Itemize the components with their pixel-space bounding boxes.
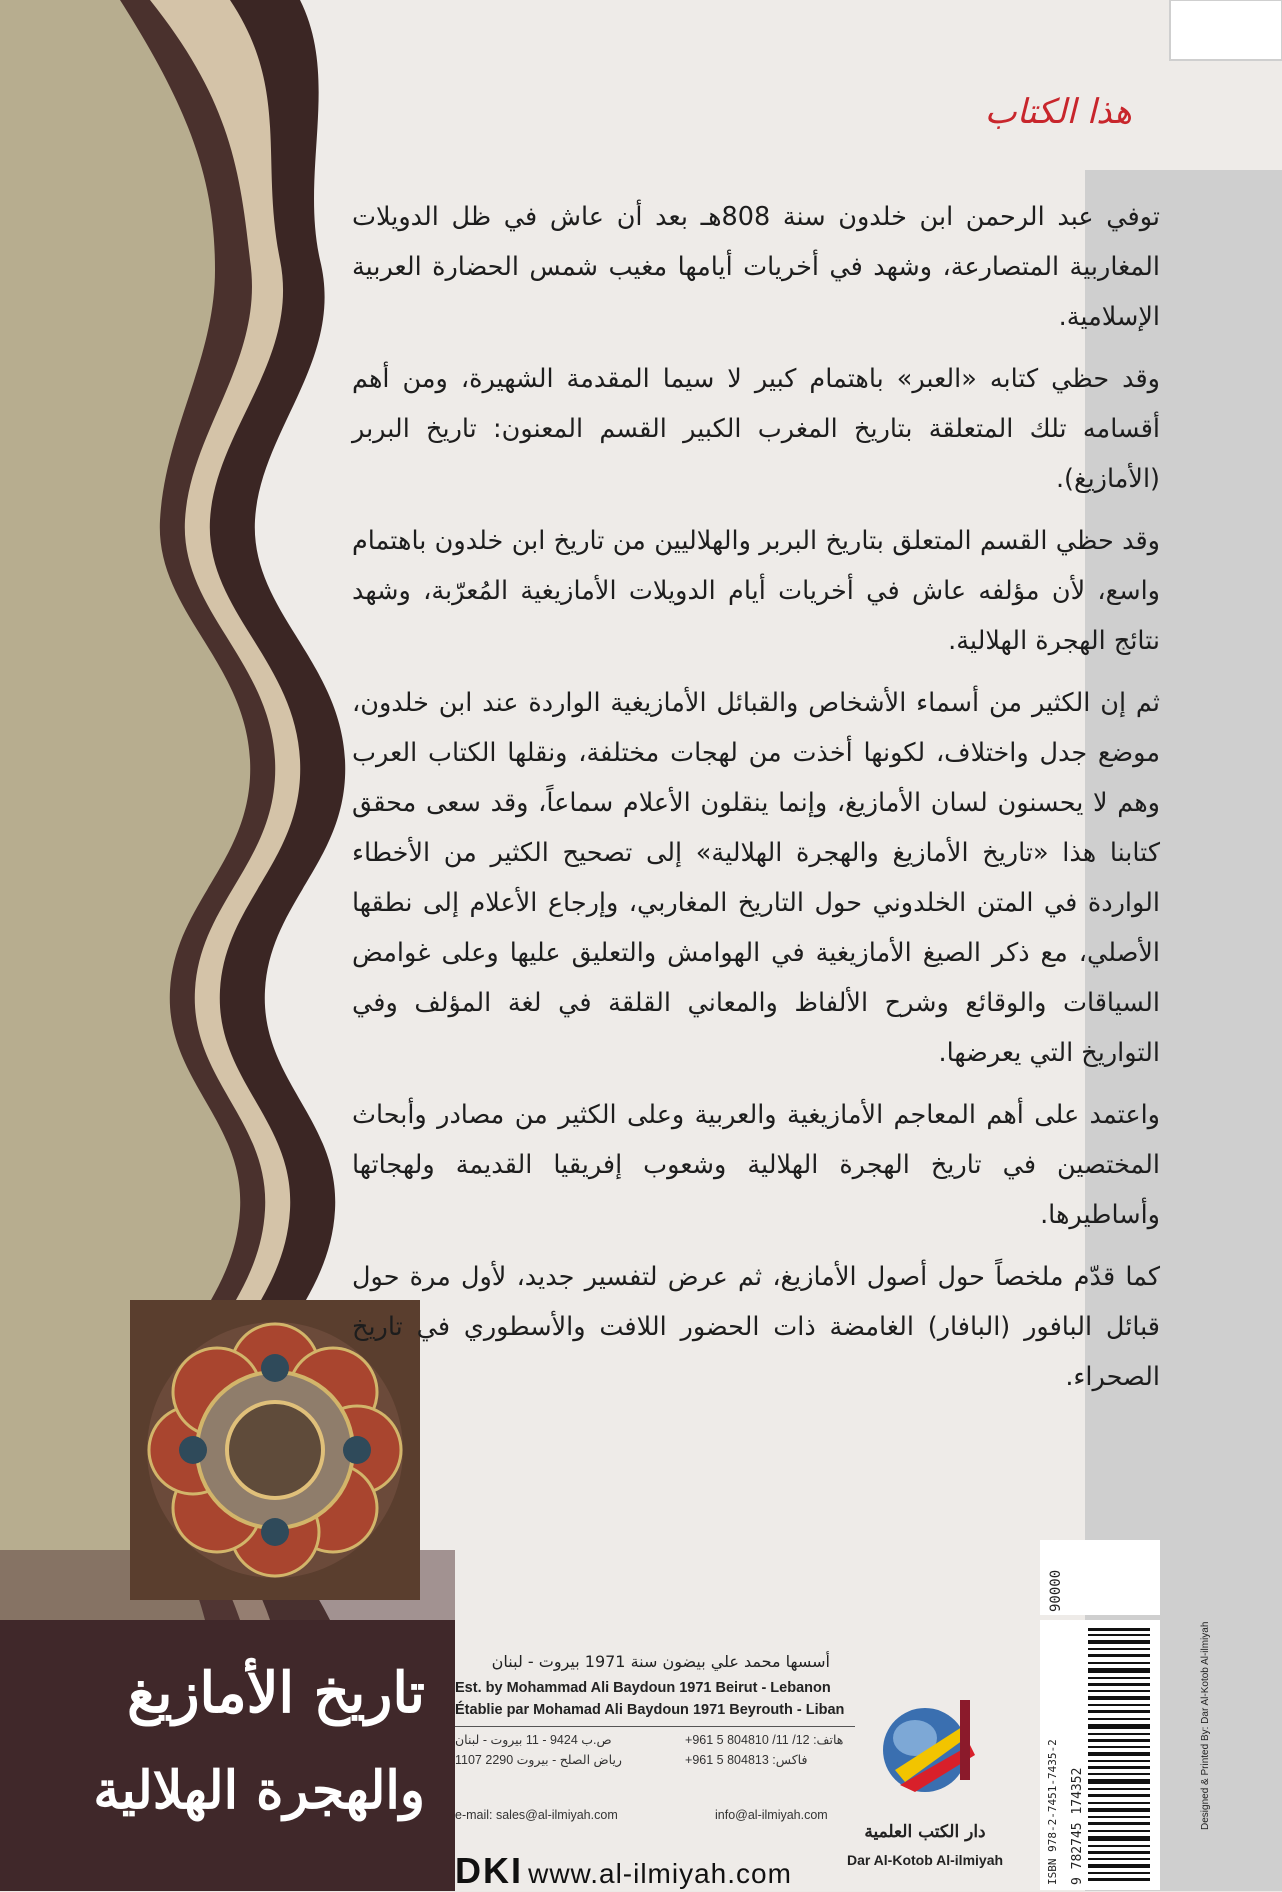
street-address: رياض الصلح - بيروت 2290 1107 bbox=[455, 1753, 622, 1767]
paragraph: توفي عبد الرحمن ابن خلدون سنة 808هـ بعد أن عاش في ظل الدويلات المغاربية المتصارعة، وشهد في أخريات أيامها مغيب شمس الحضارة العربية الإسلامية. bbox=[352, 202, 1160, 332]
designer-credit: Designed & Printed By: Dar Al-Kotob Al-ilmiyah bbox=[1200, 1621, 1211, 1830]
sales-email-link[interactable]: e-mail: sales@al-ilmiyah.com bbox=[455, 1808, 618, 1822]
book-title-block bbox=[0, 1620, 455, 1891]
section-heading: هذا الكتاب bbox=[984, 92, 1132, 132]
publisher-globe-logo bbox=[875, 1690, 985, 1820]
info-email-link[interactable]: info@al-ilmiyah.com bbox=[715, 1808, 828, 1822]
paragraph: وقد حظي القسم المتعلق بتاريخ البربر والهلاليين من تاريخ ابن خلدون باهتمام واسع، لأن مؤلفه عاش في أخريات أيام الدويلات الأمازيغية المُعرّبة، وشهد نتائج الهجرة الهلالية. bbox=[352, 526, 1160, 656]
dki-brand-logo: DKI bbox=[455, 1850, 523, 1891]
barcode-area bbox=[1040, 1620, 1160, 1890]
founded-arabic: أسسها محمد علي بيضون سنة 1971 بيروت - لبنان bbox=[491, 1652, 830, 1671]
phone-number: هاتف: 12/ 11/ 804810 5 961+ bbox=[685, 1733, 844, 1747]
established-french: Établie par Mohamad Ali Baydoun 1971 Beyrouth - Liban bbox=[455, 1702, 845, 1718]
paragraph: ثم إن الكثير من أسماء الأشخاص والقبائل الأمازيغية الواردة عند ابن خلدون، موضع جدل واختلاف، لكونها أخذت من لهجات مختلفة، ونقلها الكتاب العرب وهم لا يحسنون لسان الأمازيغ، وإنما ينقلون الأعلام سماعاً، وقد سعى محقق كتابنا هذا «تاريخ الأمازيغ والهجرة الهلالية» إلى تصحيح الكثير من الأخطاء الواردة في المتن الخلدوني حول التاريخ المغاربي، وإرجاع الأعلام إلى نطقها الأصلي، مع ذكر الصيغ الأمازيغية في الهوامش والتعليق عليها وعلى غوامض السياقات والوقائع وشرح الألفاظ والمعاني القلقة في لغة المؤلف وفي التواريخ التي يعرضها. bbox=[352, 688, 1160, 1068]
publisher-logo-english: Dar Al-Kotob Al-ilmiyah bbox=[846, 1852, 1004, 1868]
book-title-line-2: والهجرة الهلالية bbox=[93, 1760, 425, 1821]
brand-row bbox=[455, 1850, 792, 1891]
fax-number: فاكس: 804813 5 961+ bbox=[685, 1753, 808, 1767]
established-english: Est. by Mohammad Ali Baydoun 1971 Beirut - Lebanon bbox=[455, 1680, 831, 1696]
paragraph: كما قدّم ملخصاً حول أصول الأمازيغ، ثم عرض لتفسير جديد، لأول مرة حول قبائل البافور (البافار) الغامضة ذات الحضور اللافت والأسطوري في تاريخ الصحراء. bbox=[352, 1262, 1160, 1392]
website-link[interactable]: www.al-ilmiyah.com bbox=[528, 1858, 792, 1889]
isbn-number: ISBN 978-2-7451-7435-2 bbox=[1046, 1739, 1059, 1885]
barcode-addon bbox=[1040, 1540, 1160, 1615]
paragraph: وقد حظي كتابه «العبر» باهتمام كبير لا سيما المقدمة الشهيرة، ومن أهم أقسامه تلك المتعلقة بتاريخ المغرب الكبير القسم المعنون: تاريخ البربر (الأمازيغ). bbox=[352, 364, 1160, 494]
addon-digits: 90000 bbox=[1048, 1569, 1064, 1612]
barcode-bars bbox=[1088, 1628, 1150, 1883]
paragraph: واعتمد على أهم المعاجم الأمازيغية والعربية وعلى الكثير من مصادر وأبحاث المختصين في تاريخ الهجرة الهلالية وشعوب إفريقيا القديمة ولهجاتها وأساطيرها. bbox=[352, 1100, 1160, 1230]
publisher-logo-arabic: دار الكتب العلمية bbox=[864, 1822, 986, 1842]
book-title-line-1: تاريخ الأمازيغ bbox=[127, 1660, 425, 1726]
divider bbox=[455, 1726, 855, 1727]
barcode-digits: 9 782745 174352 bbox=[1070, 1767, 1085, 1885]
publisher-info bbox=[455, 1540, 1282, 1891]
postal-address: ص.ب 9424 - 11 بيروت - لبنان bbox=[455, 1733, 612, 1747]
blurb-text bbox=[352, 192, 1160, 1414]
